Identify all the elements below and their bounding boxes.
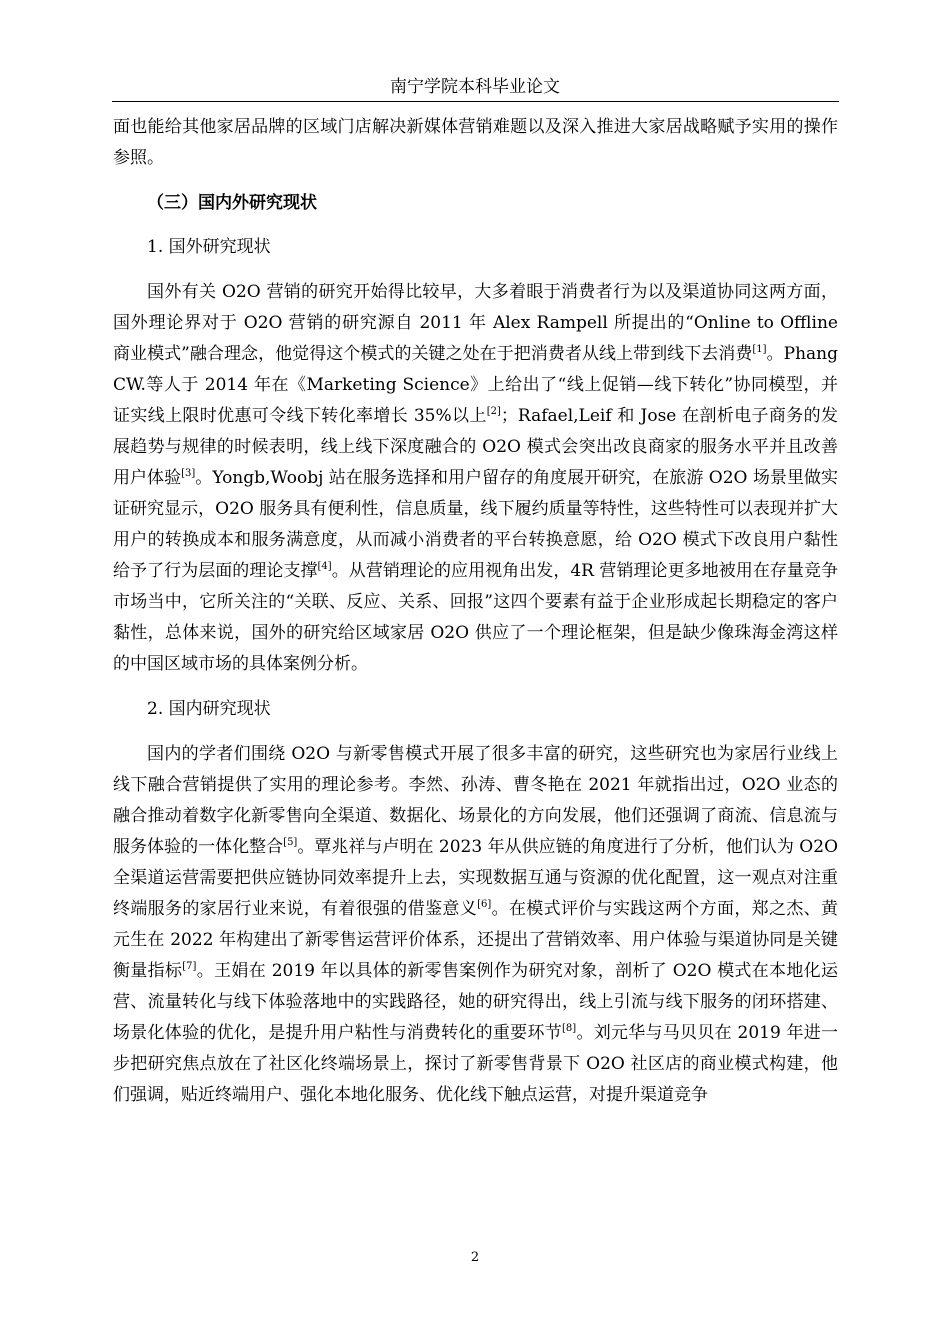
citation: [1] <box>752 344 767 355</box>
running-header: 南宁学院本科毕业论文 <box>390 77 560 97</box>
text-run: 。在模式评价与实践这两个方面，郑之杰、黄元生在 2022 年构建出了新零售运营评价体系，还提出了营销效率、用户体验与渠道协同是关键衡量指标 <box>113 899 839 981</box>
text-run: 。Phang CW.等人于 2014 年在《Marketing Science》上给出了“线上促销—线下转化”协同模型，并证实线上限时优惠可令线下转化率增长 35%以上 <box>113 344 838 426</box>
document-body <box>113 112 838 1111</box>
subsection-heading-domestic: 2. 国内研究现状 <box>147 699 271 719</box>
paragraph-foreign-research <box>113 277 838 680</box>
page-number: 2 <box>470 1250 480 1265</box>
text-run: 国内的学者们围绕 O2O 与新零售模式开展了很多丰富的研究，这些研究也为家居行业线上线下融合营销提供了实用的理论参考。李然、孙涛、曹冬艳在 2021 年就指出过，O2O 业态的融合推动着数字化新零售向全渠道、数据化、场景化的方向发展，他们还强调了商流、信息流与服务体验的一体化整合 <box>113 744 838 857</box>
paragraph-continuation: 面也能给其他家居品牌的区域门店解决新媒体营销难题以及深入推进大家居战略赋予实用的操作参照。 <box>113 117 838 168</box>
citation: [6] <box>477 899 492 910</box>
text-run: 。从营销理论的应用视角出发，4R 营销理论更多地被用在存量竞争市场当中，它所关注的“关联、反应、关系、回报”这四个要素有益于企业形成起长期稳定的客户黏性，总体来说，国外的研究给区域家居 O2O 供应了一个理论框架，但是缺少像珠海金湾这样的中国区域市场的具体案例分析。 <box>113 561 838 674</box>
citation: [3] <box>181 468 196 479</box>
citation: [2] <box>486 406 501 417</box>
subsection-heading-foreign: 1. 国外研究现状 <box>147 237 271 257</box>
text-run: 国外有关 O2O 营销的研究开始得比较早，大多着眼于消费者行为以及渠道协同这两方面，国外理论界对于 O2O 营销的研究源自 2011 年 Alex Rampell 所提出的“Online to Offline 商业模式”融合理念，他觉得这个模式的关键之处在于把消费者从线上带到线下去消费 <box>113 282 838 364</box>
text-run: 。Yongb,Woobj 站在服务选择和用户留存的角度展开研究，在旅游 O2O 场景里做实证研究显示，O2O 服务具有便利性，信息质量，线下履约质量等特性，这些特性可以表现并扩大用户的转换成本和服务满意度，从而减小消费者的平台转换意愿，给 O2O 模式下改良用户黏性给予了行为层面的理论支撑 <box>113 468 838 581</box>
text-run: 。覃兆祥与卢明在 2023 年从供应链的角度进行了分析，他们认为 O2O 全渠道运营需要把供应链协同效率提升上去，实现数据互通与资源的优化配置，这一观点对注重终端服务的家居行业来说，有着很强的借鉴意义 <box>113 837 838 919</box>
citation: [8] <box>562 1023 577 1034</box>
text-run: ；Rafael,Leif 和 Jose 在剖析电子商务的发展趋势与规律的时候表明，线上线下深度融合的 O2O 模式会突出改良商家的服务水平并且改善用户体验 <box>113 406 838 488</box>
section-heading: （三）国内外研究现状 <box>147 193 317 213</box>
paragraph-domestic-research <box>113 739 838 1111</box>
text-run: 。刘元华与马贝贝在 2019 年进一步把研究焦点放在了社区化终端场景上，探讨了新零售背景下 O2O 社区店的商业模式构建，他们强调，贴近终端用户、强化本地化服务、优化线下触点运营，对提升渠道竞争 <box>113 1023 839 1105</box>
citation: [7] <box>182 961 197 972</box>
header-divider <box>112 101 839 102</box>
citation: [4] <box>317 561 332 572</box>
text-run: 。王娟在 2019 年以具体的新零售案例作为研究对象，剖析了 O2O 模式在本地化运营、流量转化与线下体验落地中的实践路径，她的研究得出，线上引流与线下服务的闭环搭建、场景化体验的优化，是提升用户粘性与消费转化的重要环节 <box>113 961 838 1043</box>
citation: [5] <box>283 837 298 848</box>
